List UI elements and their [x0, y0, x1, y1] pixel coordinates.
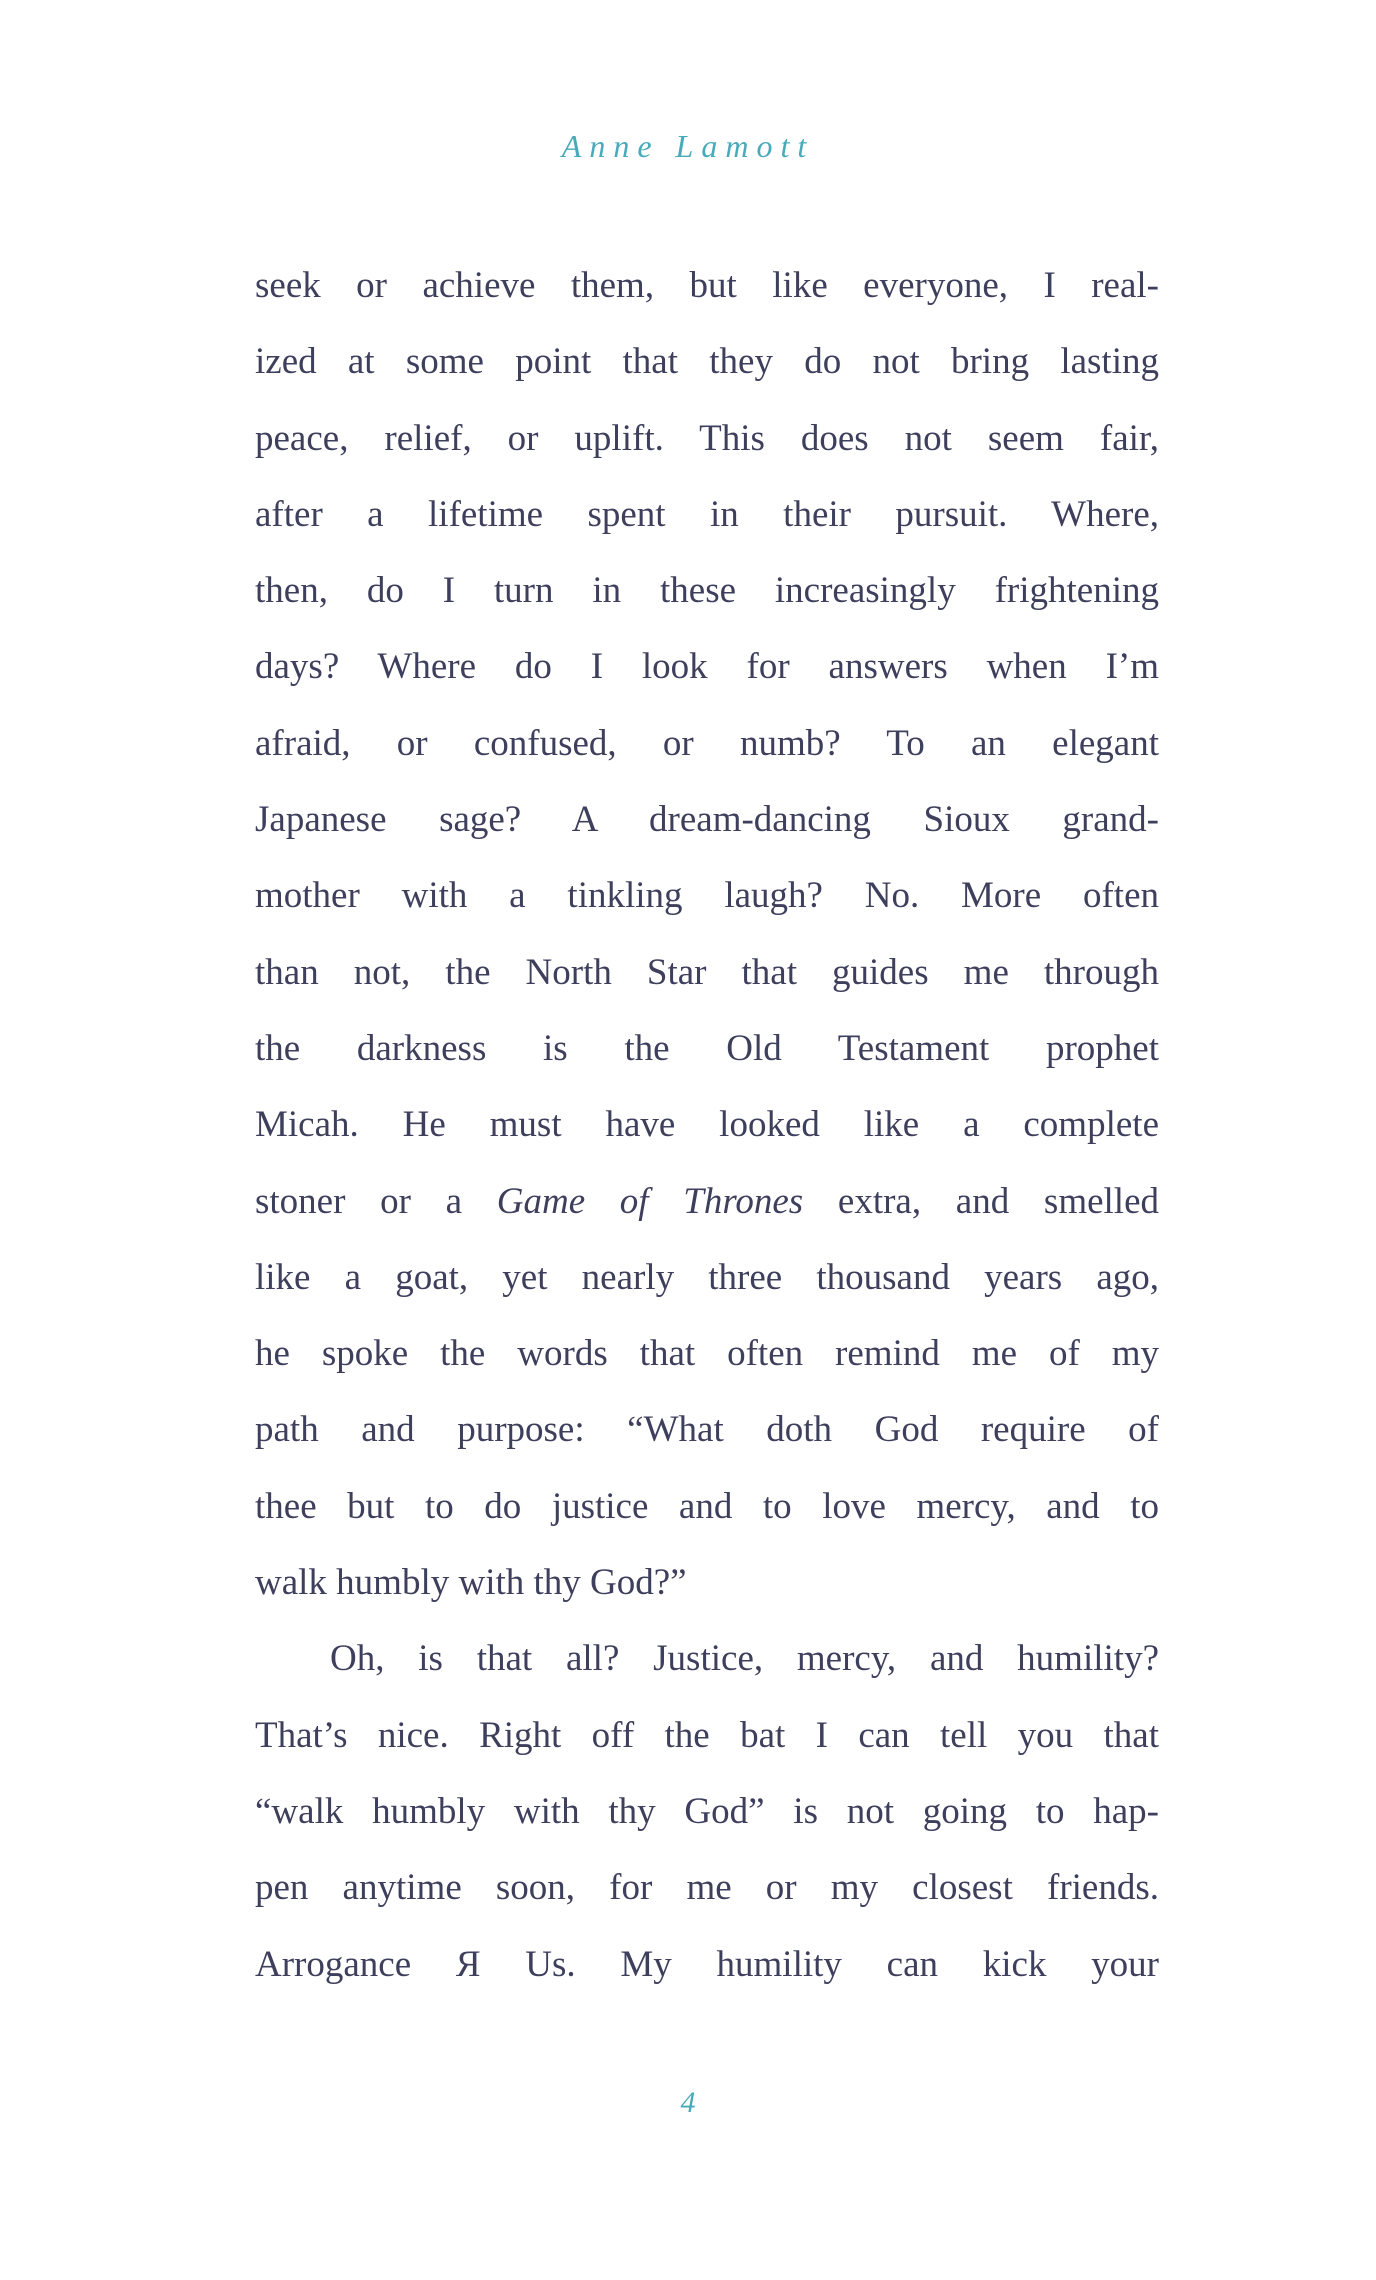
- text-line: days? Where do I look for answers when I’m: [255, 646, 1159, 688]
- text-line: “walk humbly with thy God” is not going to hap-: [255, 1790, 1159, 1832]
- text-line: seek or achieve them, but like everyone, I real-: [255, 265, 1159, 306]
- text-line-paragraph-start: Oh, is that all? Justice, mercy, and humility?: [330, 1638, 1159, 1680]
- text-line: Arrogance Я Us. My humility can kick your: [255, 1943, 1159, 1985]
- running-head-author: Anne Lamott: [561, 128, 815, 164]
- text-line: he spoke the words that often remind me of my: [255, 1333, 1159, 1375]
- text-line: afraid, or confused, or numb? To an elegant: [255, 722, 1159, 764]
- text-segment: extra, and smelled: [803, 1180, 1159, 1222]
- body-text: [255, 248, 1159, 2003]
- text-line: than not, the North Star that guides me through: [255, 951, 1159, 993]
- italic-book-title: Game of Thrones: [496, 1180, 804, 1222]
- text-line: pen anytime soon, for me or my closest friends.: [255, 1867, 1159, 1909]
- text-line: the darkness is the Old Testament prophet: [255, 1027, 1159, 1069]
- text-line: like a goat, yet nearly three thousand years ago,: [255, 1256, 1159, 1298]
- text-line: Japanese sage? A dream-dancing Sioux grand-: [255, 799, 1159, 841]
- text-line: That’s nice. Right off the bat I can tell you that: [255, 1714, 1159, 1756]
- page-number: 4: [680, 2086, 696, 2119]
- text-line: path and purpose: “What doth God require of: [255, 1409, 1159, 1451]
- text-line-with-title: [255, 1164, 1159, 1240]
- text-line: then, do I turn in these increasingly frightening: [255, 570, 1159, 612]
- text-line: mother with a tinkling laugh? No. More often: [255, 875, 1159, 917]
- text-line-paragraph-end: walk humbly with thy God?”: [255, 1562, 687, 1604]
- text-line: ized at some point that they do not bring lasting: [255, 341, 1159, 383]
- text-line: thee but to do justice and to love mercy, and to: [255, 1485, 1159, 1527]
- text-line: Micah. He must have looked like a complete: [255, 1104, 1159, 1146]
- text-line: after a lifetime spent in their pursuit. Where,: [255, 493, 1159, 535]
- text-line: peace, relief, or uplift. This does not seem fair,: [255, 417, 1159, 459]
- text-segment: stoner or a: [255, 1180, 497, 1222]
